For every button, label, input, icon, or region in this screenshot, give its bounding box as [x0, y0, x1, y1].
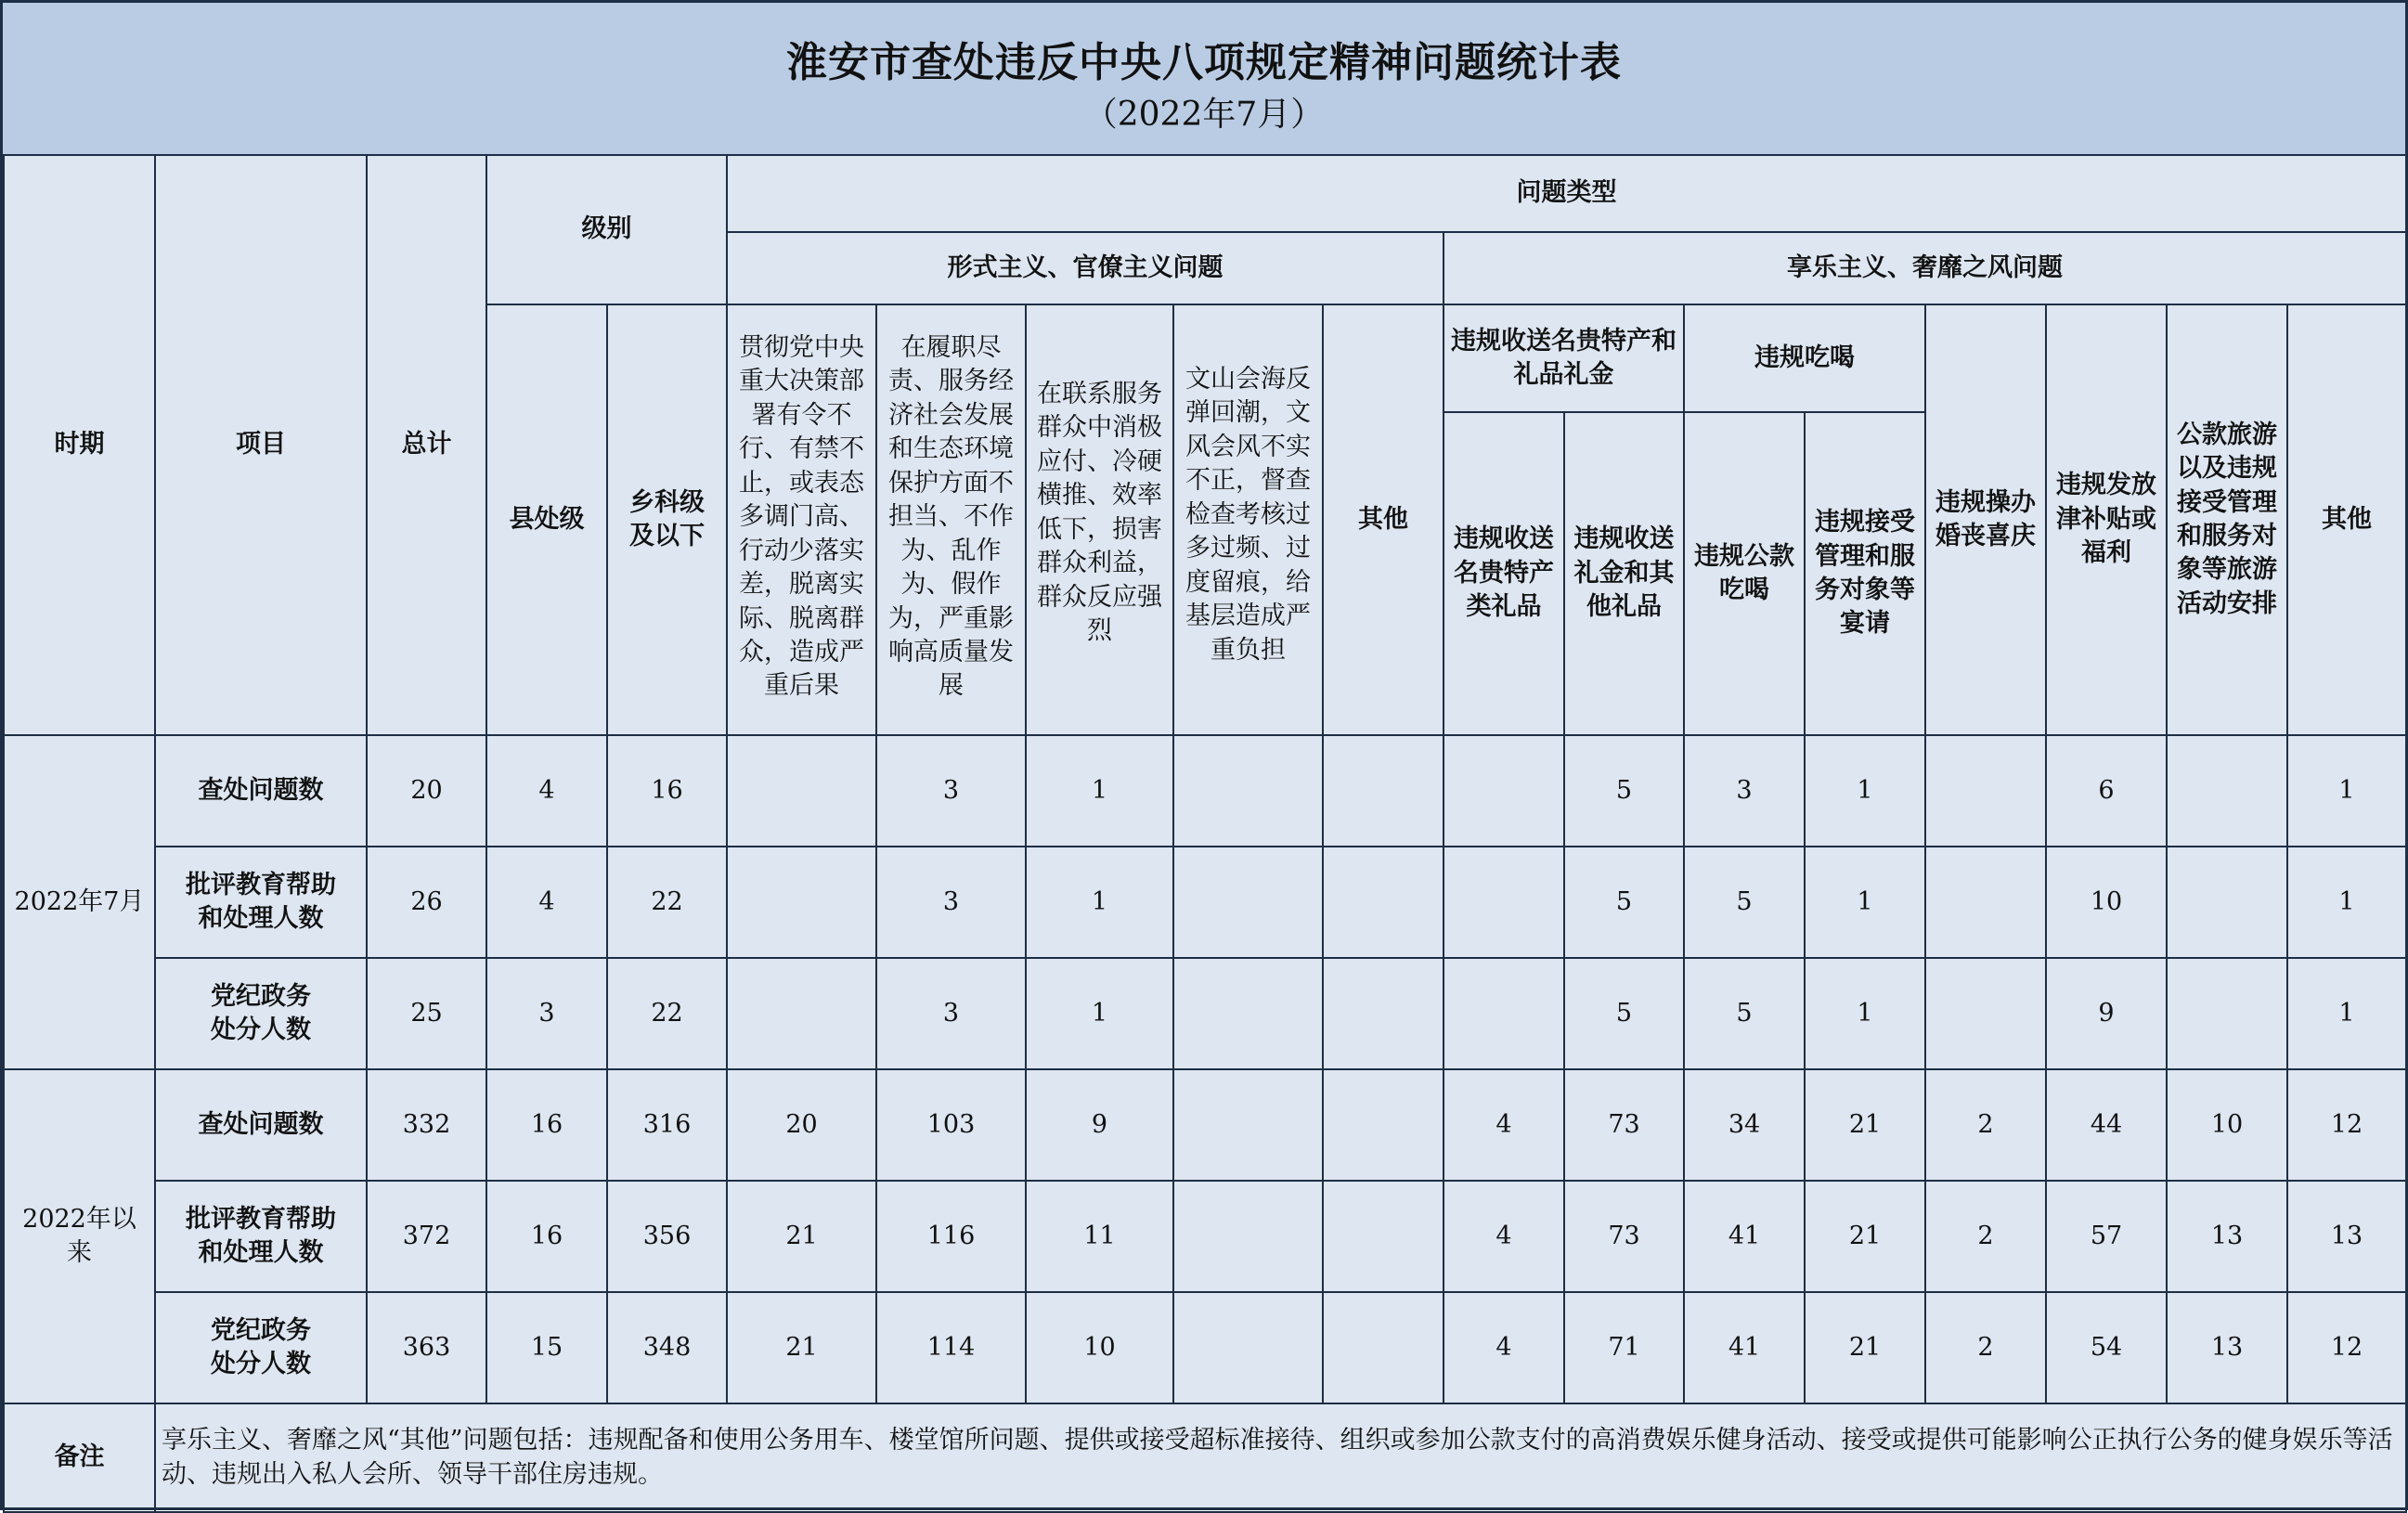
header-township-level: 乡科级 及以下	[607, 304, 727, 735]
value-cell: 316	[607, 1069, 727, 1181]
value-cell: 5	[1684, 847, 1805, 958]
value-cell: 9	[2046, 958, 2167, 1069]
value-cell: 4	[1444, 1069, 1564, 1181]
value-cell: 57	[2046, 1181, 2167, 1292]
value-cell: 16	[607, 735, 727, 847]
header-hedonism-2: 违规收送礼金和其他礼品	[1564, 412, 1684, 735]
value-cell: 26	[367, 847, 486, 958]
table-row	[4, 958, 2406, 1069]
value-cell	[2167, 847, 2287, 958]
value-cell	[1173, 1292, 1323, 1403]
header-gifts-group: 违规收送名贵特产和礼品礼金	[1444, 304, 1684, 412]
note-label: 备注	[4, 1403, 155, 1512]
value-cell	[1173, 735, 1323, 847]
value-cell: 3	[876, 847, 1026, 958]
header-hedonism-5: 违规操办婚丧喜庆	[1925, 304, 2046, 735]
value-cell	[727, 735, 876, 847]
value-cell: 3	[486, 958, 607, 1069]
item-cell: 查处问题数	[155, 735, 367, 847]
value-cell: 3	[876, 735, 1026, 847]
value-cell: 2	[1925, 1292, 2046, 1403]
value-cell: 1	[1026, 847, 1173, 958]
value-cell: 13	[2167, 1181, 2287, 1292]
value-cell: 22	[607, 958, 727, 1069]
value-cell: 3	[876, 958, 1026, 1069]
value-cell: 10	[2046, 847, 2167, 958]
header-hedonism-3: 违规公款吃喝	[1684, 412, 1805, 735]
value-cell: 44	[2046, 1069, 2167, 1181]
value-cell: 21	[1805, 1181, 1925, 1292]
value-cell: 1	[2287, 735, 2406, 847]
value-cell	[1323, 847, 1444, 958]
value-cell: 363	[367, 1292, 486, 1403]
value-cell: 73	[1564, 1069, 1684, 1181]
header-formalism: 形式主义、官僚主义问题	[727, 232, 1444, 304]
value-cell: 372	[367, 1181, 486, 1292]
value-cell: 21	[1805, 1069, 1925, 1181]
value-cell: 2	[1925, 1181, 2046, 1292]
header-formalism-4: 文山会海反弹回潮，文风会风不实不正，督查检查考核过多过频、过度留痕，给基层造成严重负担	[1173, 304, 1323, 735]
value-cell: 13	[2287, 1181, 2406, 1292]
value-cell: 21	[727, 1292, 876, 1403]
value-cell	[1323, 1069, 1444, 1181]
value-cell: 114	[876, 1292, 1026, 1403]
value-cell: 20	[727, 1069, 876, 1181]
value-cell: 103	[876, 1069, 1026, 1181]
value-cell: 9	[1026, 1069, 1173, 1181]
value-cell: 1	[1026, 735, 1173, 847]
value-cell	[1173, 847, 1323, 958]
value-cell: 1	[1026, 958, 1173, 1069]
value-cell: 5	[1684, 958, 1805, 1069]
value-cell	[1925, 847, 2046, 958]
value-cell: 15	[486, 1292, 607, 1403]
table-row	[4, 1181, 2406, 1292]
value-cell: 11	[1026, 1181, 1173, 1292]
value-cell: 348	[607, 1292, 727, 1403]
header-hedonism-1: 违规收送名贵特产类礼品	[1444, 412, 1564, 735]
header-formalism-3: 在联系服务群众中消极应付、冷硬横推、效率低下，损害群众利益，群众反应强烈	[1026, 304, 1173, 735]
value-cell	[1323, 958, 1444, 1069]
value-cell	[1444, 847, 1564, 958]
table-row	[4, 735, 2406, 847]
value-cell	[1323, 1181, 1444, 1292]
value-cell: 1	[2287, 847, 2406, 958]
note-text: 享乐主义、奢靡之风“其他”问题包括：违规配备和使用公务用车、楼堂馆所问题、提供或接受超标准接待、组织或参加公款支付的高消费娱乐健身活动、接受或提供可能影响公正执行公务的健身娱乐等活动、违规出入私人会所、领导干部住房违规。	[155, 1403, 2406, 1512]
value-cell	[1444, 958, 1564, 1069]
value-cell: 1	[1805, 847, 1925, 958]
statistics-table	[3, 154, 2407, 1513]
item-cell: 查处问题数	[155, 1069, 367, 1181]
value-cell: 1	[1805, 735, 1925, 847]
value-cell: 16	[486, 1069, 607, 1181]
item-cell: 批评教育帮助 和处理人数	[155, 1181, 367, 1292]
period-cell: 2022年7月	[4, 735, 155, 1069]
value-cell: 73	[1564, 1181, 1684, 1292]
value-cell: 4	[486, 847, 607, 958]
value-cell: 41	[1684, 1181, 1805, 1292]
header-problem-type: 问题类型	[727, 155, 2406, 232]
header-hedonism-other: 其他	[2287, 304, 2406, 735]
value-cell: 10	[2167, 1069, 2287, 1181]
item-cell: 党纪政务 处分人数	[155, 958, 367, 1069]
value-cell: 10	[1026, 1292, 1173, 1403]
header-county-level: 县处级	[486, 304, 607, 735]
value-cell: 332	[367, 1069, 486, 1181]
value-cell: 356	[607, 1181, 727, 1292]
header-hedonism-6: 违规发放津补贴或福利	[2046, 304, 2167, 735]
value-cell	[1173, 1181, 1323, 1292]
table-body	[4, 735, 2406, 1403]
header-item: 项目	[155, 155, 367, 735]
value-cell: 1	[2287, 958, 2406, 1069]
value-cell: 2	[1925, 1069, 2046, 1181]
value-cell: 54	[2046, 1292, 2167, 1403]
value-cell: 71	[1564, 1292, 1684, 1403]
header-total: 总计	[367, 155, 486, 735]
table-row	[4, 847, 2406, 958]
header-formalism-other: 其他	[1323, 304, 1444, 735]
value-cell: 34	[1684, 1069, 1805, 1181]
value-cell	[2167, 735, 2287, 847]
value-cell: 22	[607, 847, 727, 958]
value-cell: 5	[1564, 847, 1684, 958]
value-cell	[2167, 958, 2287, 1069]
value-cell: 4	[1444, 1292, 1564, 1403]
value-cell: 21	[727, 1181, 876, 1292]
value-cell: 5	[1564, 958, 1684, 1069]
value-cell: 12	[2287, 1292, 2406, 1403]
value-cell: 20	[367, 735, 486, 847]
value-cell	[1173, 958, 1323, 1069]
value-cell: 16	[486, 1181, 607, 1292]
table-row	[4, 1069, 2406, 1181]
value-cell: 41	[1684, 1292, 1805, 1403]
value-cell	[1925, 735, 2046, 847]
value-cell	[1444, 735, 1564, 847]
value-cell: 116	[876, 1181, 1026, 1292]
value-cell	[727, 958, 876, 1069]
value-cell: 12	[2287, 1069, 2406, 1181]
title-banner	[3, 3, 2405, 156]
value-cell	[727, 847, 876, 958]
value-cell	[1323, 1292, 1444, 1403]
header-level: 级别	[486, 155, 727, 304]
value-cell: 4	[486, 735, 607, 847]
table-row	[4, 1292, 2406, 1403]
value-cell: 5	[1564, 735, 1684, 847]
value-cell	[1925, 958, 2046, 1069]
value-cell	[1323, 735, 1444, 847]
item-cell: 党纪政务 处分人数	[155, 1292, 367, 1403]
value-cell: 4	[1444, 1181, 1564, 1292]
header-formalism-2: 在履职尽责、服务经济社会发展和生态环境保护方面不担当、不作为、乱作为、假作为，严重影响高质量发展	[876, 304, 1026, 735]
value-cell: 13	[2167, 1292, 2287, 1403]
header-formalism-1: 贯彻党中央重大决策部署有令不行、有禁不止，或表态多调门高、行动少落实差，脱离实际、脱离群众，造成严重后果	[727, 304, 876, 735]
header-hedonism-7: 公款旅游以及违规接受管理和服务对象等旅游活动安排	[2167, 304, 2287, 735]
header-hedonism-4: 违规接受管理和服务对象等宴请	[1805, 412, 1925, 735]
value-cell: 21	[1805, 1292, 1925, 1403]
header-eating-group: 违规吃喝	[1684, 304, 1925, 412]
page-title: 淮安市查处违反中央八项规定精神问题统计表	[786, 39, 1622, 86]
header-period: 时期	[4, 155, 155, 735]
value-cell: 25	[367, 958, 486, 1069]
value-cell: 6	[2046, 735, 2167, 847]
value-cell	[1173, 1069, 1323, 1181]
value-cell: 1	[1805, 958, 1925, 1069]
header-hedonism: 享乐主义、奢靡之风问题	[1444, 232, 2406, 304]
page-subtitle: （2022年7月）	[1083, 96, 1325, 134]
item-cell: 批评教育帮助 和处理人数	[155, 847, 367, 958]
value-cell: 3	[1684, 735, 1805, 847]
period-cell: 2022年以 来	[4, 1069, 155, 1403]
